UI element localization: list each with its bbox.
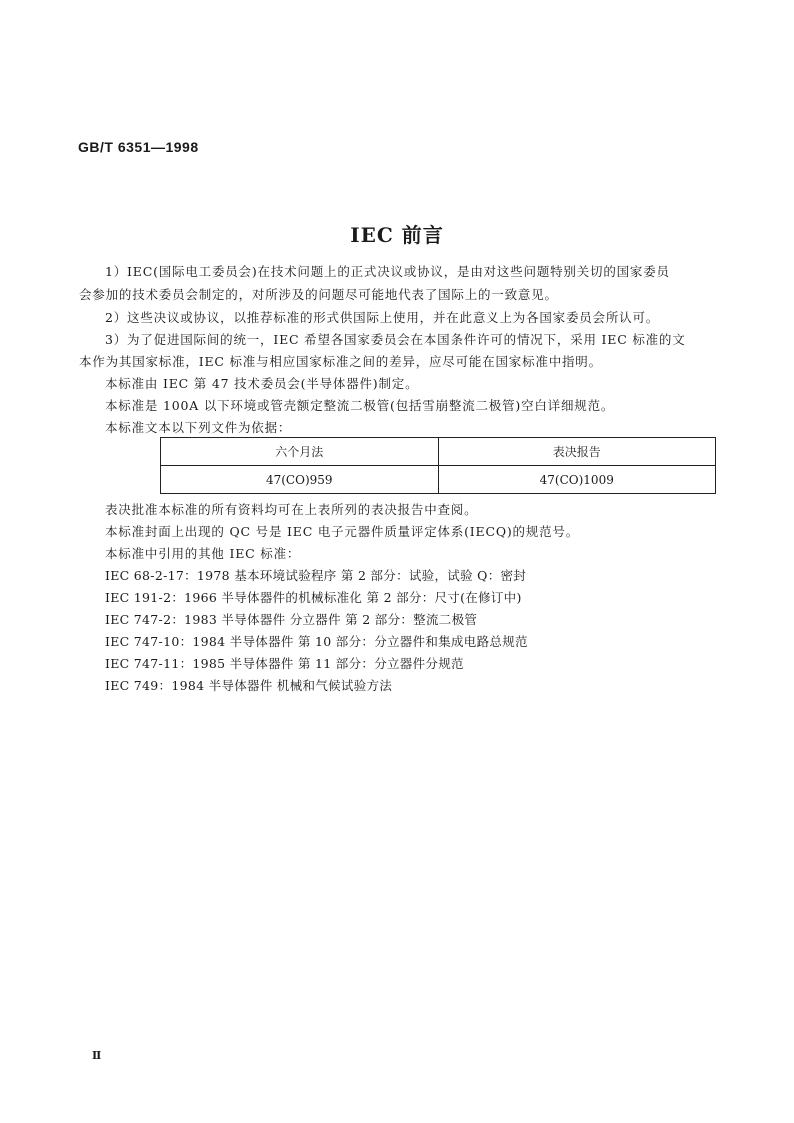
- paragraph-6: 本标准文本以下列文件为依据：: [105, 420, 292, 435]
- table-header-cell: 表决报告: [438, 438, 716, 466]
- basis-documents-table: [160, 437, 716, 494]
- paragraph-9: 本标准中引用的其他 IEC 标准：: [105, 546, 301, 561]
- paragraph-1-line-1: 1）IEC(国际电工委员会)在技术问题上的正式决议或协议，是由对这些问题特别关切的国家委员: [105, 264, 670, 279]
- reference-item: IEC 747-10：1984 半导体器件 第 10 部分：分立器件和集成电路总规范: [105, 634, 528, 649]
- standard-number: GB/T 6351—1998: [78, 139, 199, 155]
- table-header-cell: 六个月法: [161, 438, 439, 466]
- paragraph-2: 2）这些决议或协议，以推荐标准的形式供国际上使用，并在此意义上为各国家委员会所认可。: [105, 310, 660, 325]
- paragraph-8: 本标准封面上出现的 QC 号是 IEC 电子元器件质量评定体系(IECQ)的规范号。: [105, 524, 580, 539]
- paragraph-1-line-2: 会参加的技术委员会制定的，对所涉及的问题尽可能地代表了国际上的一致意见。: [79, 287, 558, 302]
- paragraph-5: 本标准是 100A 以下环境或管壳额定整流二极管(包括雪崩整流二极管)空白详细规范。: [105, 398, 615, 413]
- paragraph-7: 表决批准本标准的所有资料均可在上表所列的表决报告中查阅。: [105, 502, 478, 517]
- reference-item: IEC 747-2：1983 半导体器件 分立器件 第 2 部分：整流二极管: [105, 612, 478, 627]
- reference-item: IEC 749：1984 半导体器件 机械和气候试验方法: [105, 678, 393, 693]
- table-cell: 47(CO)959: [161, 466, 439, 494]
- page-title: IEC 前言: [350, 223, 444, 247]
- table-header-row: [161, 438, 716, 466]
- reference-item: IEC 747-11：1985 半导体器件 第 11 部分：分立器件分规范: [105, 656, 464, 671]
- table-row: [161, 466, 716, 494]
- paragraph-3-line-1: 3）为了促进国际间的统一，IEC 希望各国家委员会在本国条件许可的情况下，采用 IEC 标准的文: [105, 332, 686, 347]
- page-number: Ⅱ: [92, 1049, 102, 1062]
- reference-item: IEC 68-2-17：1978 基本环境试验程序 第 2 部分：试验，试验 Q：密封: [105, 568, 527, 583]
- paragraph-4: 本标准由 IEC 第 47 技术委员会(半导体器件)制定。: [105, 376, 419, 391]
- reference-item: IEC 191-2：1966 半导体器件的机械标准化 第 2 部分：尺寸(在修订中): [105, 590, 522, 605]
- table-cell: 47(CO)1009: [438, 466, 716, 494]
- paragraph-3-line-2: 本作为其国家标准，IEC 标准与相应国家标准之间的差异，应尽可能在国家标准中指明。: [79, 354, 602, 369]
